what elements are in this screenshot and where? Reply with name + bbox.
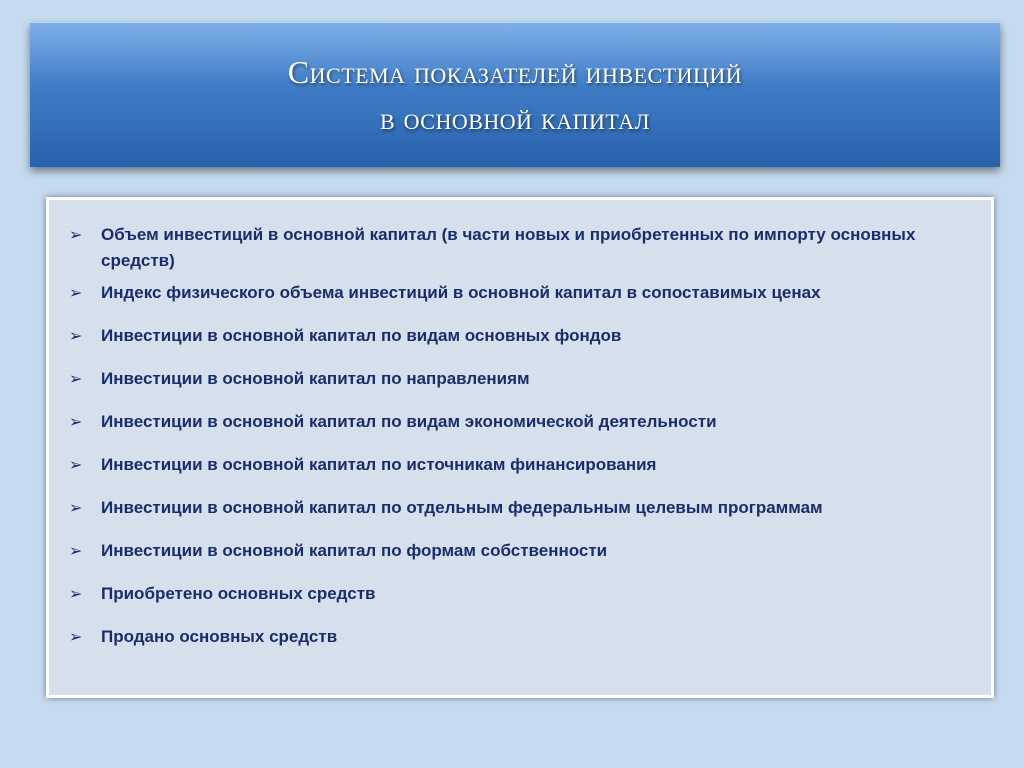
list-item — [67, 452, 971, 478]
content-panel — [46, 197, 994, 698]
list-item-text: Инвестиции в основной капитал по источникам финансирования — [101, 455, 657, 474]
list-item — [67, 366, 971, 392]
title-line-1: Система показателей инвестиций — [287, 53, 743, 90]
list-item — [67, 624, 971, 650]
title-line-2: в основной капитал — [379, 99, 651, 136]
list-item — [67, 538, 971, 564]
arrow-bullet-icon: ➢ — [69, 584, 83, 603]
list-item-text: Инвестиции в основной капитал по направлениям — [101, 369, 530, 388]
list-item — [67, 323, 971, 349]
arrow-bullet-icon: ➢ — [69, 412, 83, 431]
arrow-bullet-icon: ➢ — [69, 369, 83, 388]
list-item — [67, 280, 971, 306]
arrow-bullet-icon: ➢ — [69, 283, 83, 302]
list-item-text: Инвестиции в основной капитал по формам собственности — [101, 541, 608, 560]
list-item — [67, 222, 971, 274]
indicator-list — [67, 222, 971, 650]
list-item-text: Продано основных средств — [101, 627, 338, 646]
arrow-bullet-icon: ➢ — [69, 498, 83, 517]
list-item-text: Инвестиции в основной капитал по видам экономической деятельности — [101, 412, 717, 431]
arrow-bullet-icon: ➢ — [69, 225, 83, 244]
arrow-bullet-icon: ➢ — [69, 455, 83, 474]
list-item — [67, 495, 971, 521]
list-item-text: Инвестиции в основной капитал по отдельным федеральным целевым программам — [101, 498, 823, 517]
list-item-text: Приобретено основных средств — [101, 584, 376, 603]
arrow-bullet-icon: ➢ — [69, 326, 83, 345]
arrow-bullet-icon: ➢ — [69, 627, 83, 646]
title-banner — [30, 22, 1000, 167]
list-item-text: Инвестиции в основной капитал по видам основных фондов — [101, 326, 622, 345]
arrow-bullet-icon: ➢ — [69, 541, 83, 560]
list-item-text: Объем инвестиций в основной капитал (в части новых и приобретенных по импорту основных средств) — [101, 225, 916, 270]
list-item — [67, 581, 971, 607]
list-item-text: Индекс физического объема инвестиций в основной капитал в сопоставимых ценах — [101, 283, 821, 302]
list-item — [67, 409, 971, 435]
